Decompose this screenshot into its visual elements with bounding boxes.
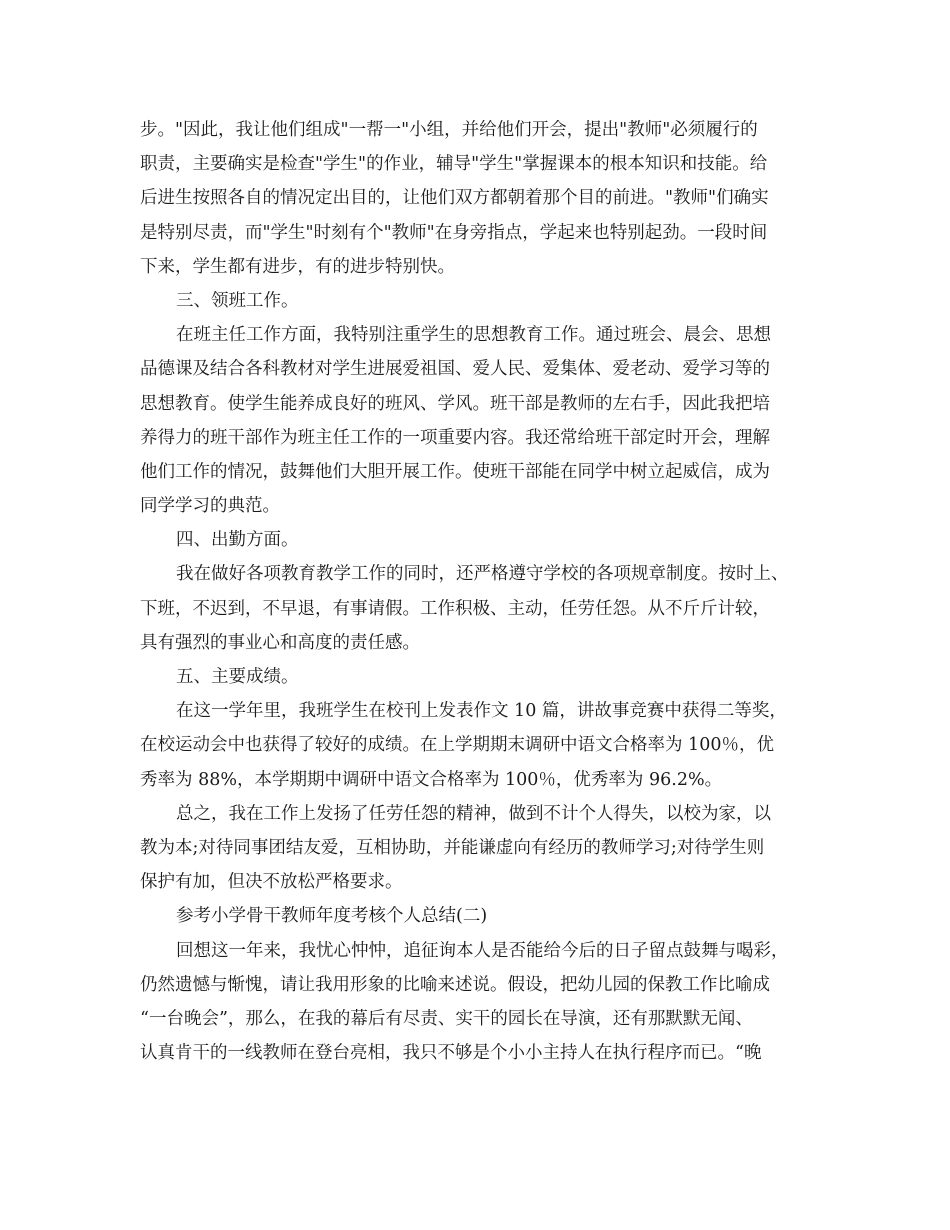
text-line: 同学学习的典范。: [140, 496, 280, 517]
text-line: 在班主任工作方面，我特别注重学生的思想教育工作。通过班会、晨会、思想: [176, 325, 771, 346]
text-line: 认真肯干的一线教师在登台亮相，我只不够是个小小主持人在执行程序而已。“晚: [140, 1043, 762, 1064]
text-line: 步。"因此，我让他们组成"一帮一"小组，并给他们开会，提出"教师"必须履行的: [140, 120, 758, 140]
text-line: 保护有加，但决不放松严格要求。: [140, 872, 403, 893]
text-line: 他们工作的情况，鼓舞他们大胆开展工作。使班干部能在同学中树立起威信，成为: [140, 461, 770, 482]
text-line: 职责，主要确实是检查"学生"的作业，辅导"学生"掌握课本的根本知识和技能。给: [140, 154, 768, 175]
text-line: 三、领班工作。: [176, 290, 299, 311]
document-body: [140, 113, 830, 1070]
text-line: “一台晚会”，那么，在我的幕后有尽责、实干的园长在导演，还有那默默无闻、: [140, 1008, 753, 1029]
text-line: 总之，我在工作上发扬了任劳任怨的精神，做到不计个人得失，以校为家，以: [176, 803, 771, 824]
text-line: 我在做好各项教育教学工作的同时，还严格遵守学校的各项规章制度。按时上、: [176, 564, 789, 585]
text-line: 养得力的班干部作为班主任工作的一项重要内容。我还常给班干部定时开会，理解: [140, 427, 770, 448]
text-line: 在校运动会中也获得了较好的成绩。在上学期期末调研中语文合格率为 100％，优: [140, 735, 774, 756]
text-line: 思想教育。使学生能养成良好的班风、学风。班干部是教师的左右手，因此我把培: [140, 393, 770, 414]
text-line: 参考小学骨干教师年度考核个人总结(二): [176, 906, 488, 927]
text-line: 仍然遗憾与惭愧，请让我用形象的比喻来述说。假设，把幼儿园的保教工作比喻成: [140, 974, 770, 995]
text-line: 五、主要成绩。: [176, 667, 299, 687]
text-line: 是特别尽责，而"学生"时刻有个"教师"在身旁指点，学起来也特别起劲。一段时间: [140, 222, 768, 243]
text-line: 秀率为 88%，本学期期中调研中语文合格率为 100％，优秀率为 96.2%。: [140, 769, 723, 790]
text-line: 四、出勤方面。: [176, 530, 299, 551]
text-line: 回想这一年来，我忧心忡忡，追征询本人是否能给今后的日子留点鼓舞与喝彩，: [176, 940, 789, 961]
text-line: 下来，学生都有进步，有的进步特别快。: [140, 256, 455, 277]
text-line: 后进生按照各自的情况定出目的，让他们双方都朝着那个目的前进。"教师"们确实: [140, 188, 769, 209]
text-line: 品德课及结合各科教材对学生进展爱祖国、爱人民、爱集体、爱老动、爱学习等的: [140, 359, 770, 380]
text-line: 下班，不迟到，不早退，有事请假。工作积极、主动，任劳任怨。从不斤斤计较，: [140, 598, 770, 619]
text-line: 在这一学年里，我班学生在校刊上发表作文 10 篇，讲故事竞赛中获得二等奖，: [176, 701, 787, 722]
text-line: 具有强烈的事业心和高度的责任感。: [140, 632, 420, 653]
text-line: 教为本;对待同事团结友爱，互相协助，并能谦虚向有经历的教师学习;对待学生则: [140, 837, 765, 858]
